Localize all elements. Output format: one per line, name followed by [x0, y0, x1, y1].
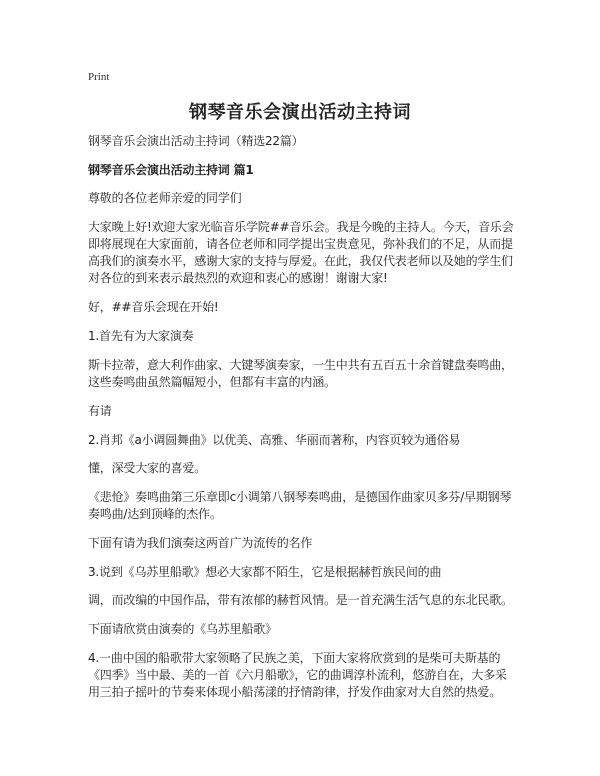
paragraph-opening: 大家晚上好!欢迎大家光临音乐学院##音乐会。我是今晚的主持人。今天，音乐会即将展现在大家面前，请各位老师和同学提出宝贵意见，弥补我们的不足，从而提高我们的演奏水平，感谢大家的支持与厚爱。在此，我仅代表老师以及她的学生们对各位的到来表示最热烈的欢迎和衷心的感谢！谢谢大家!	[88, 220, 514, 285]
document-body	[88, 133, 518, 713]
paragraph-item-1: 1.首先有为大家演奏	[88, 329, 194, 343]
paragraph-pathetique: 《悲怆》奏鸣曲第三乐章即c小调第八钢琴奏鸣曲，是德国作曲家贝多芬/早期钢琴奏鸣曲/达到顶峰的杰作。	[88, 490, 512, 521]
document-title: 钢琴音乐会演出活动主持词	[189, 102, 411, 123]
document-subtitle: 钢琴音乐会演出活动主持词（精选22篇）	[88, 134, 304, 148]
paragraph-scarlatti: 斯卡拉蒂，意大利作曲家、大键琴演奏家，一生中共有五百五十余首键盘奏鸣曲，这些奏鸣曲虽然篇幅短小，但都有丰富的内涵。	[88, 358, 513, 389]
paragraph-greeting: 尊敬的各位老师亲爱的同学们	[88, 191, 242, 205]
paragraph-invite-1: 有请	[88, 404, 112, 418]
paragraph-invite-2: 下面有请为我们演奏这两首广为流传的名作	[88, 536, 313, 550]
section-heading: 钢琴音乐会演出活动主持词 篇1	[88, 163, 254, 177]
print-link[interactable]: Print	[88, 71, 110, 83]
paragraph-item-3: 3.说到《乌苏里船歌》想必大家都不陌生，它是根据赫哲族民间的曲	[88, 565, 442, 579]
paragraph-item-4: 4.一曲中国的船歌带大家领略了民族之美，下面大家将欣赏到的是柴可夫斯基的《四季》当中最、美的一首《六月船歌》，它的曲调淳朴流利，悠游自在，大多采用三拍子摇叶的节奏来体现小船荡漾的抒情韵律，抒发作曲家对大自然的热爱。	[88, 651, 507, 699]
paragraph-item-2: 2.肖邦《a小调圆舞曲》以优美、高雅、华丽而著称，内容页较为通俗易	[88, 433, 461, 447]
paragraph-invite-3: 下面请欣赏由演奏的《乌苏里船歌》	[88, 622, 277, 636]
paragraph-start: 好，##音乐会现在开始!	[88, 300, 219, 314]
paragraph-item-3-cont: 调，而改编的中国作品，带有浓郁的赫哲风情。是一首充满生活气息的东北民歌。	[88, 593, 513, 607]
paragraph-item-2-cont: 懂，深受大家的喜爱。	[88, 461, 207, 475]
